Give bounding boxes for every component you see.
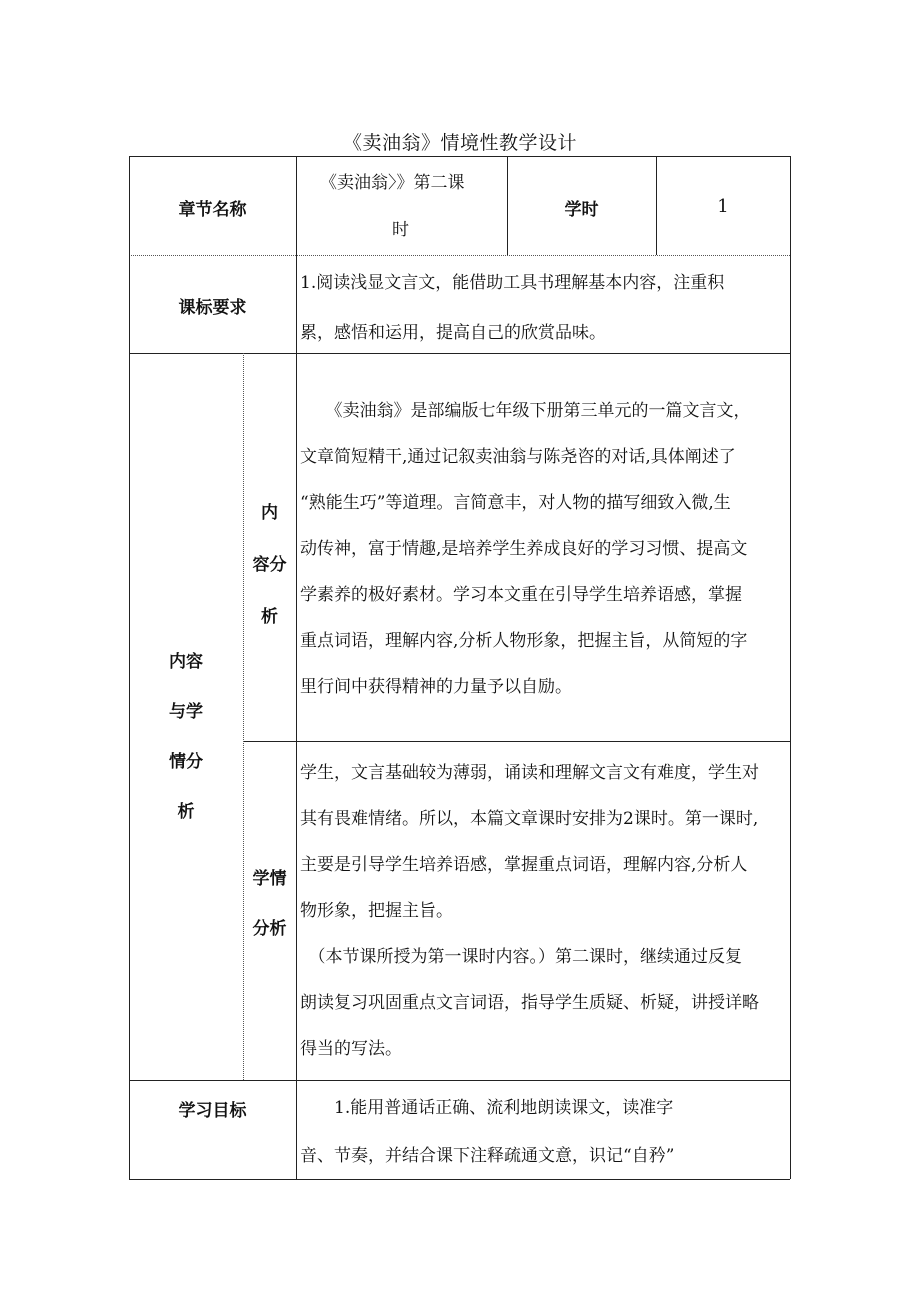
student-analysis-label-line2: 分析 [252, 919, 287, 939]
row-divider-3 [129, 1080, 790, 1081]
student-analysis-text [300, 750, 759, 1072]
learning-objectives-label: 学习目标 [178, 1101, 247, 1121]
chapter-name-label: 章节名称 [178, 200, 247, 220]
table-border-top [129, 156, 790, 157]
learning-objectives-line1: 1.能用普通话正确、流利地朗读课文，读准字 [300, 1098, 674, 1118]
analysis-label-line2: 与学 [169, 702, 203, 722]
label-column-divider-mid [296, 353, 297, 1080]
curriculum-requirement-label: 课标要求 [178, 298, 247, 318]
class-hours-value: 1 [717, 196, 729, 217]
document-title: 《卖油翁》情境性教学设计 [342, 132, 577, 154]
chapter-name-value-line1: 《卖油翁〉》第二课 [320, 173, 465, 193]
analysis-section-label [129, 637, 243, 837]
content-analysis-line: 学素养的极好素材。学习本文重在引导学生培养语感，掌握 [300, 585, 742, 605]
analysis-label-line4: 析 [177, 802, 195, 822]
sublabel-column-divider [243, 353, 244, 1080]
label-column-divider-top [296, 156, 297, 353]
curriculum-requirement-line2: 累，感悟和运用，提高自己的欣赏品味。 [300, 323, 606, 343]
student-analysis-line: （本节课所授为第一课时内容。）第二课时，继续通过反复 [300, 947, 742, 967]
student-analysis-label-line1: 学情 [252, 869, 287, 889]
student-analysis-label [243, 854, 296, 954]
class-hours-label: 学时 [564, 200, 599, 220]
content-analysis-label [243, 487, 296, 643]
content-analysis-line: 重点词语，理解内容,分析人物形象，把握主旨，从简短的字 [300, 631, 748, 651]
student-analysis-line: 朗读复习巩固重点文言词语，指导学生质疑、析疑，讲授详略 [300, 993, 759, 1013]
student-analysis-line: 主要是引导学生培养语感，掌握重点词语，理解内容,分析人 [300, 855, 748, 875]
content-analysis-line: “熟能生巧”等道理。言简意丰，对人物的描写细致入微,生 [300, 493, 731, 513]
content-analysis-label-line2: 容分 [252, 555, 287, 575]
content-analysis-line: 文章简短精干,通过记叙卖油翁与陈尧咨的对话,具体阐述了 [300, 447, 736, 467]
learning-objectives-line2: 音、节奏，并结合课下注释疏通文意，识记“自矜” [300, 1146, 675, 1166]
content-analysis-line: 里行间中获得精神的力量予以自励。 [300, 677, 572, 697]
curriculum-requirement-line1: 1.阅读浅显文言文，能借助工具书理解基本内容，注重积 [300, 273, 725, 293]
content-analysis-label-line3: 析 [261, 607, 278, 627]
label-column-divider-bottom [296, 1080, 297, 1179]
content-analysis-line: 动传神，富于情趣,是培养学生养成良好的学习习惯、提高文 [300, 539, 748, 559]
chapter-name-value-line2: 时 [392, 220, 409, 240]
analysis-label-line3: 情分 [169, 752, 203, 772]
table-border-bottom [129, 1179, 790, 1180]
table-border-right [790, 156, 791, 1179]
content-analysis-line: 《卖油翁》是部编版七年级下册第三单元的一篇文言文， [300, 401, 751, 421]
student-analysis-line: 其有畏难情绪。所以，本篇文章课时安排为2课时。第一课时, [300, 809, 759, 829]
student-analysis-line: 得当的写法。 [300, 1039, 402, 1059]
sub-row-divider [243, 741, 790, 742]
analysis-label-line1: 内容 [169, 652, 203, 672]
row-divider-1 [129, 255, 790, 256]
content-analysis-label-line1: 内 [261, 503, 278, 523]
student-analysis-line: 学生，文言基础较为薄弱，诵读和理解文言文有难度，学生对 [300, 763, 759, 783]
row-divider-2 [129, 353, 790, 354]
content-analysis-text [300, 388, 751, 710]
student-analysis-line: 物形象，把握主旨。 [300, 901, 453, 921]
